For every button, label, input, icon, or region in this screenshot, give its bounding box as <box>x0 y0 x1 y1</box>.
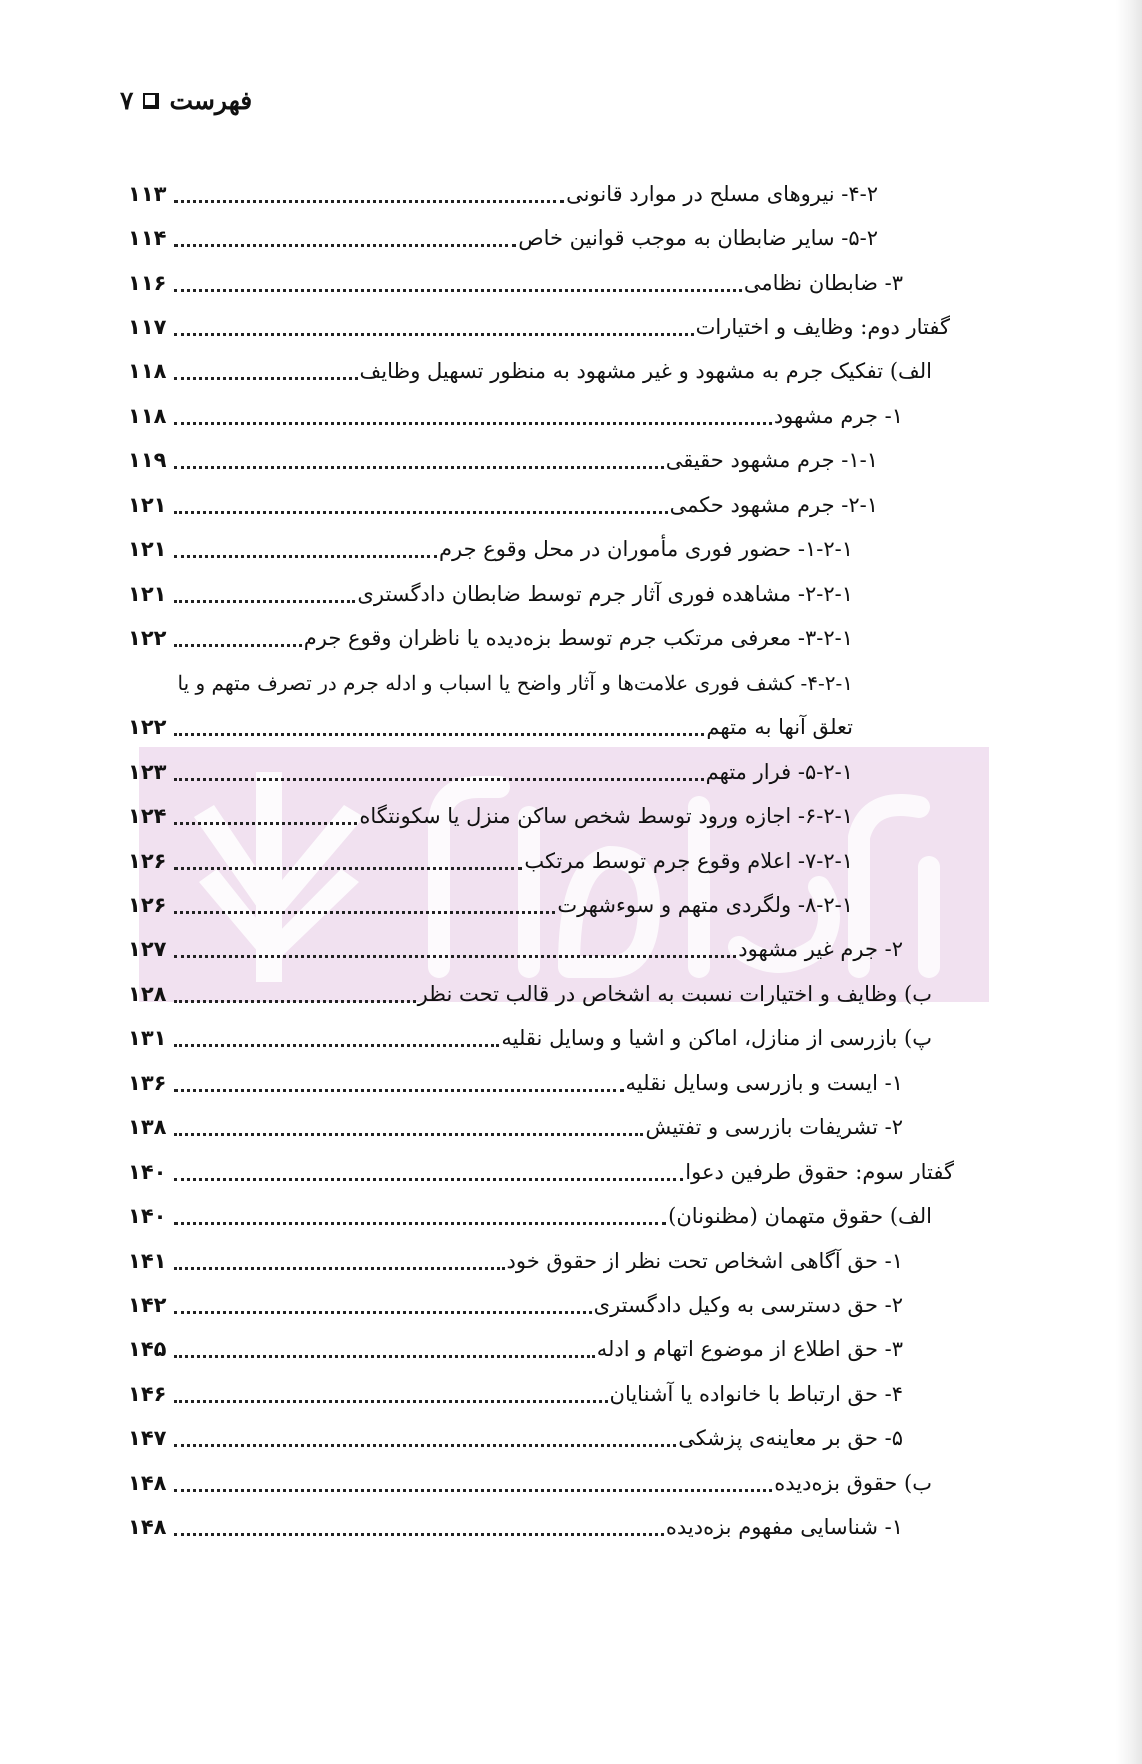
dot-leader <box>174 1178 683 1181</box>
dot-leader <box>174 1311 592 1314</box>
toc-entry-title: گفتار سوم: حقوق طرفین دعوا <box>685 1160 954 1184</box>
dot-leader <box>174 333 694 336</box>
toc-entry-page: ۱۱۸ <box>128 404 167 428</box>
toc-entry-page: ۱۴۱ <box>128 1249 167 1273</box>
dot-leader <box>174 289 742 292</box>
dot-leader <box>174 1267 505 1270</box>
toc-entry[interactable] <box>128 174 878 214</box>
toc-entry[interactable] <box>128 974 932 1014</box>
dot-leader <box>174 644 302 647</box>
header-title: فهرست <box>169 86 253 115</box>
toc-entry-page: ۱۴۲ <box>128 1293 167 1317</box>
toc-entry-title: ۷-۲-۱- اعلام وقوع جرم توسط مرتکب <box>524 849 853 873</box>
toc-entry-page: ۱۱۹ <box>128 448 167 472</box>
toc-entry[interactable] <box>128 351 932 391</box>
toc-entry[interactable] <box>128 752 853 792</box>
toc-entry[interactable] <box>128 396 903 436</box>
dot-leader <box>174 244 516 247</box>
toc-entry-page: ۱۲۴ <box>128 804 167 828</box>
dot-leader <box>174 822 357 825</box>
toc-entry-page: ۱۴۰ <box>128 1204 167 1228</box>
dot-leader <box>174 1000 416 1003</box>
toc-entry-page: ۱۴۸ <box>128 1471 167 1495</box>
toc-entry-page: ۱۲۲ <box>128 626 167 650</box>
toc-entry[interactable] <box>128 796 853 836</box>
toc-entry-title: ب) حقوق بزه‌دیده <box>774 1471 932 1495</box>
toc-entry[interactable] <box>128 618 853 658</box>
toc-entry[interactable] <box>128 1329 903 1369</box>
dot-leader <box>174 733 704 736</box>
toc-entry-title: ۲-۲-۱- مشاهده فوری آثار جرم توسط ضابطان دادگستری <box>357 582 853 606</box>
toc-entry-title: پ) بازرسی از منازل، اماکن و اشیا و وسایل نقلیه <box>501 1026 932 1050</box>
toc-entry-title: ۴-۲-۱- کشف فوری علامت‌ها و آثار واضح یا اسباب و ادله جرم در تصرف متهم و یا <box>177 671 853 695</box>
toc-entry[interactable] <box>128 1507 903 1547</box>
toc-entry-page: ۱۲۱ <box>128 582 167 606</box>
toc-entry[interactable] <box>128 1418 903 1458</box>
toc-entry-page: ۱۴۰ <box>128 1160 167 1184</box>
toc-entry-page: ۱۲۳ <box>128 760 167 784</box>
toc-entry-page: ۱۲۲ <box>128 715 167 739</box>
toc-entry-title: ۲-۱- جرم مشهود حکمی <box>669 493 878 517</box>
dot-leader <box>174 1355 595 1358</box>
toc-entry-title: ۱- حق آگاهی اشخاص تحت نظر از حقوق خود <box>506 1249 903 1273</box>
toc-entry-title: ب) وظایف و اختیارات نسبت به اشخاص در قالب تحت نظر <box>417 982 932 1006</box>
dot-leader <box>174 1489 772 1492</box>
toc-entry-page: ۱۳۶ <box>128 1071 167 1095</box>
toc-entry-page: ۱۱۸ <box>128 359 167 383</box>
toc-entry-title: الف) تفکیک جرم به مشهود و غیر مشهود به منظور تسهیل وظایف <box>359 359 932 383</box>
toc-entry-title: ۸-۲-۱- ولگردی متهم و سوءشهرت <box>557 893 853 917</box>
toc-entry[interactable] <box>128 1285 903 1325</box>
toc-entry[interactable] <box>128 1241 903 1281</box>
dot-leader <box>174 867 522 870</box>
toc-entry[interactable] <box>128 1374 903 1414</box>
toc-entry-page: ۱۲۸ <box>128 982 167 1006</box>
toc-entry-title: ۵-۲-۱- فرار متهم <box>705 760 853 784</box>
toc-entry[interactable] <box>128 574 853 614</box>
toc-entry-title: گفتار دوم: وظایف و اختیارات <box>695 315 950 339</box>
dot-leader <box>174 1089 624 1092</box>
toc-entry-page: ۱۱۷ <box>128 315 167 339</box>
page-edge-shadow <box>1116 0 1142 1764</box>
toc-entry-title: ۶-۲-۱- اجازه ورود توسط شخص ساکن منزل یا سکونتگاه <box>359 804 853 828</box>
toc-entry[interactable] <box>128 485 878 525</box>
toc-entry[interactable] <box>128 1107 903 1147</box>
dot-leader <box>174 466 664 469</box>
toc-entry-page: ۱۱۶ <box>128 271 167 295</box>
dot-leader <box>174 1222 666 1225</box>
toc-entry-page: ۱۲۱ <box>128 537 167 561</box>
toc-entry-title: تعلق آنها به متهم <box>706 715 853 739</box>
toc-entry[interactable] <box>128 1152 954 1192</box>
dot-leader <box>174 778 704 781</box>
toc-entry-title: ۱-۱- جرم مشهود حقیقی <box>665 448 878 472</box>
toc-entry[interactable] <box>128 1063 903 1103</box>
toc-entry-page: ۱۲۶ <box>128 849 167 873</box>
toc-entry-page: ۱۱۴ <box>128 226 167 250</box>
toc-entry-page: ۱۴۵ <box>128 1337 167 1361</box>
square-ornament-icon <box>143 93 159 109</box>
toc-entry-title: ۳- ضابطان نظامی <box>743 271 903 295</box>
toc-entry-title: ۱- شناسایی مفهوم بزه‌دیده <box>665 1515 903 1539</box>
toc-entry-continued[interactable] <box>128 663 853 703</box>
dot-leader <box>174 1400 608 1403</box>
toc-entry-title: ۱- ایست و بازرسی وسایل نقلیه <box>625 1071 903 1095</box>
toc-entry[interactable] <box>128 529 853 569</box>
toc-entry-page: ۱۲۶ <box>128 893 167 917</box>
dot-leader <box>174 377 358 380</box>
dot-leader <box>174 1444 676 1447</box>
toc-entry[interactable] <box>128 841 853 881</box>
dot-leader <box>174 555 437 558</box>
toc-entry-title: ۴-۲- نیروهای مسلح در موارد قانونی <box>566 182 878 206</box>
toc-entry[interactable] <box>128 1196 932 1236</box>
toc-entry[interactable] <box>128 263 903 303</box>
toc-entry-page: ۱۲۱ <box>128 493 167 517</box>
toc-entry-title: ۲- تشریفات بازرسی و تفتیش <box>645 1115 903 1139</box>
toc-entry-title: ۲- حق دسترسی به وکیل دادگستری <box>593 1293 903 1317</box>
toc-entry[interactable] <box>128 885 853 925</box>
toc-entry-title: ۲- جرم غیر مشهود <box>738 937 903 961</box>
dot-leader <box>174 422 772 425</box>
toc-entry-page: ۱۴۶ <box>128 1382 167 1406</box>
toc-entry[interactable] <box>128 440 878 480</box>
toc-entry-page: ۱۱۳ <box>128 182 167 206</box>
dot-leader <box>174 911 555 914</box>
toc-entry[interactable] <box>128 707 853 747</box>
toc-entry-title: ۱-۲-۱- حضور فوری مأموران در محل وقوع جرم <box>439 537 853 561</box>
toc-entry-title: ۴- حق ارتباط با خانواده یا آشنایان <box>609 1382 903 1406</box>
dot-leader <box>174 600 355 603</box>
toc-entry-title: الف) حقوق متهمان (مظنونان) <box>668 1204 932 1228</box>
dot-leader <box>174 200 564 203</box>
toc-entry-page: ۱۴۸ <box>128 1515 167 1539</box>
dot-leader <box>174 1133 643 1136</box>
toc-entry-page: ۱۳۱ <box>128 1026 167 1050</box>
toc-entry-title: ۱- جرم مشهود <box>773 404 903 428</box>
toc-entry-title: ۵- حق بر معاینه‌ی پزشکی <box>678 1426 903 1450</box>
toc-entry-title: ۳-۲-۱- معرفی مرتکب جرم توسط بزه‌دیده یا ناظران وقوع جرم <box>303 626 853 650</box>
header-page-number: ۷ <box>120 86 134 115</box>
dot-leader <box>174 955 736 958</box>
dot-leader <box>174 1044 499 1047</box>
toc-entry-title: ۳- حق اطلاع از موضوع اتهام و ادله <box>596 1337 903 1361</box>
running-header <box>120 86 252 115</box>
toc-entry-page: ۱۴۷ <box>128 1426 167 1450</box>
toc-entry[interactable] <box>128 1463 932 1503</box>
toc-entry-page: ۱۳۸ <box>128 1115 167 1139</box>
toc-entry[interactable] <box>128 929 903 969</box>
dot-leader <box>174 511 668 514</box>
toc-entry[interactable] <box>128 307 950 347</box>
toc-entry-title: ۵-۲- سایر ضابطان به موجب قوانین خاص <box>518 226 878 250</box>
dot-leader <box>174 1533 664 1536</box>
toc-entry[interactable] <box>128 218 878 258</box>
toc-entry-page: ۱۲۷ <box>128 937 167 961</box>
toc-entry[interactable] <box>128 1018 932 1058</box>
